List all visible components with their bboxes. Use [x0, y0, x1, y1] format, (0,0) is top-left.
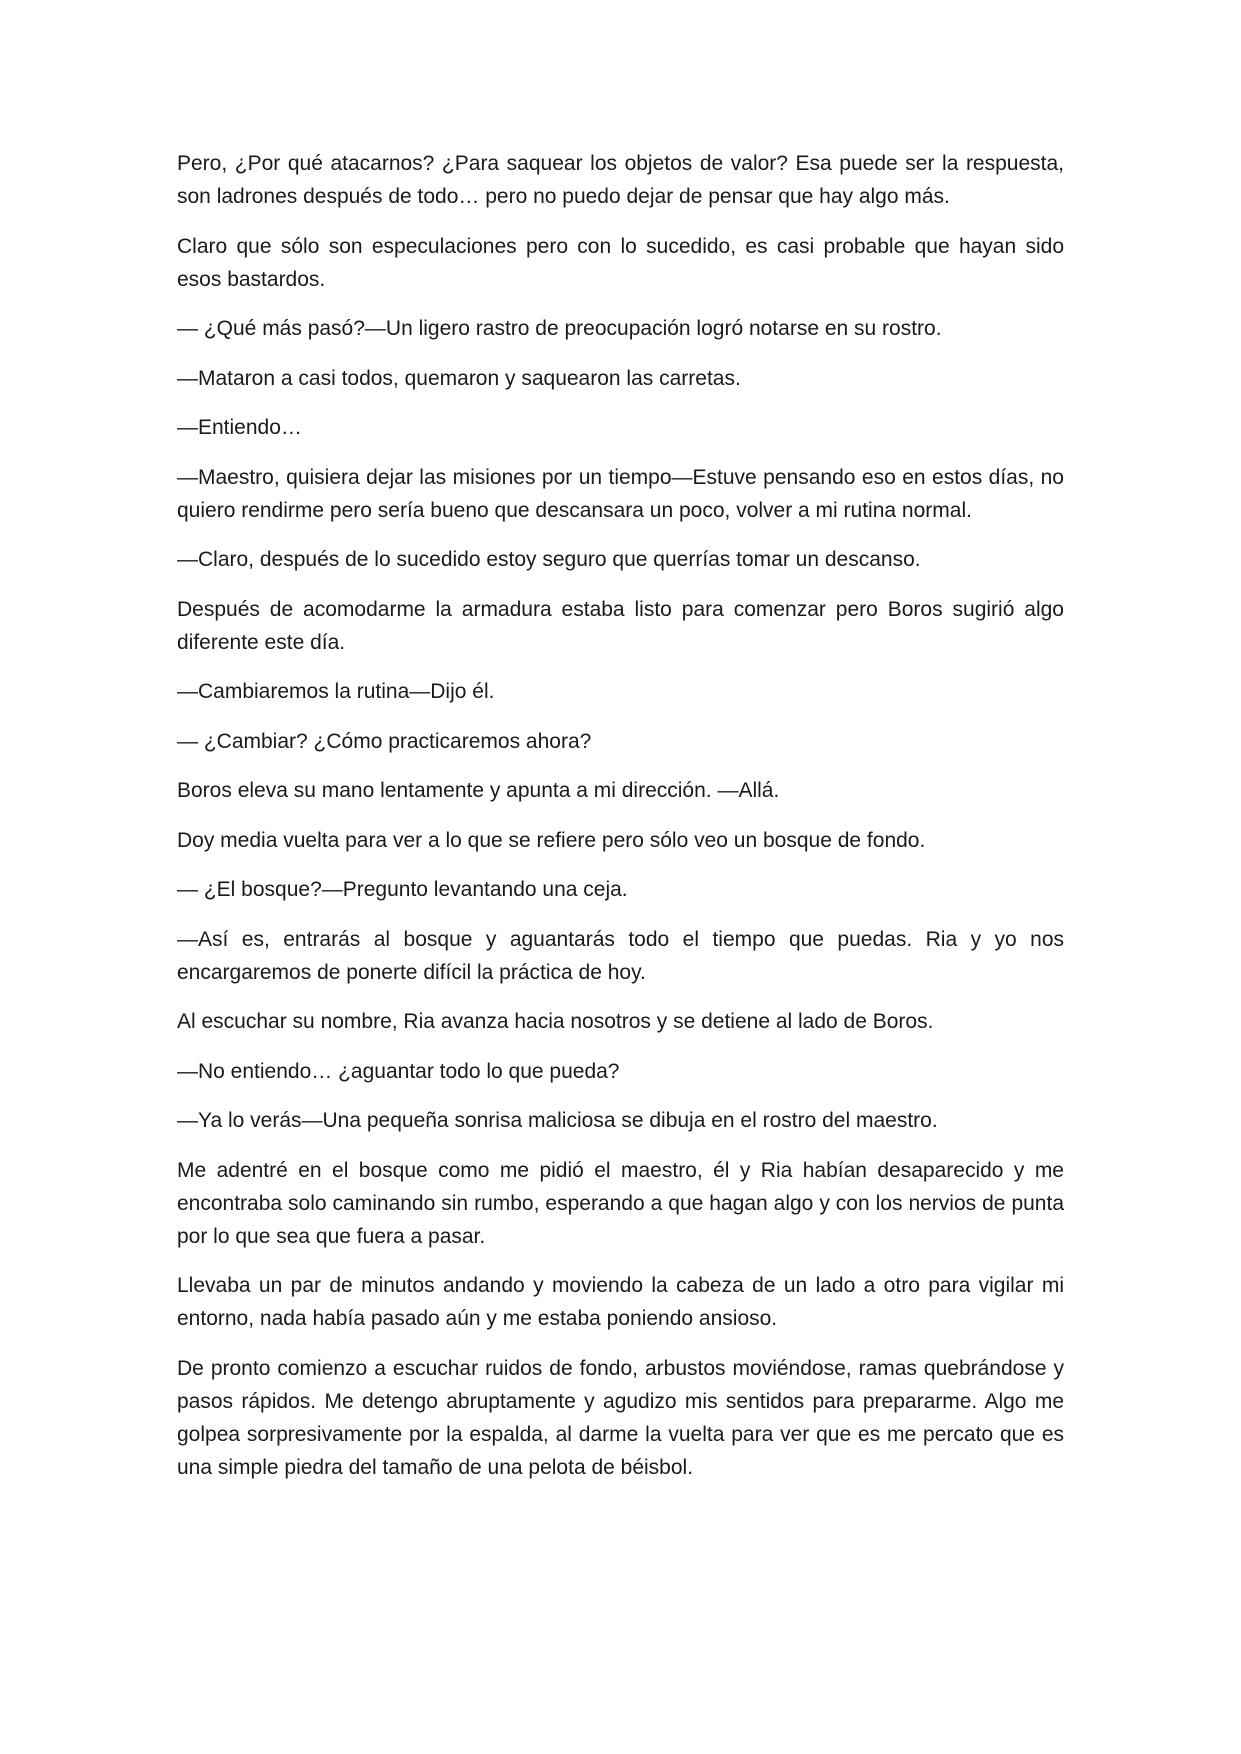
paragraph: —No entiendo… ¿aguantar todo lo que pueda? — [177, 1059, 620, 1083]
paragraph: Me adentré en el bosque como me pidió el maestro, él y Ria habían desaparecido y me encontraba solo caminando sin rumbo, esperando a que hagan algo y con los nervios de punta por lo que sea que fuera a pasar. — [177, 1158, 1064, 1248]
paragraph: — ¿Cambiar? ¿Cómo practicaremos ahora? — [177, 729, 592, 753]
paragraph: Boros eleva su mano lentamente y apunta a mi dirección. —Allá. — [177, 779, 780, 802]
body-text — [177, 147, 1064, 1500]
paragraph: Llevaba un par de minutos andando y moviendo la cabeza de un lado a otro para vigilar mi entorno, nada había pasado aún y me estaba poniendo ansioso. — [177, 1274, 1064, 1330]
paragraph: — ¿El bosque?—Pregunto levantando una ceja. — [177, 878, 628, 901]
paragraph: —Entiendo… — [177, 416, 302, 439]
paragraph: —Mataron a casi todos, quemaron y saquearon las carretas. — [177, 366, 741, 390]
paragraph: —Ya lo verás—Una pequeña sonrisa maliciosa se dibuja en el rostro del maestro. — [177, 1109, 938, 1132]
paragraph: — ¿Qué más pasó?—Un ligero rastro de preocupación logró notarse en su rostro. — [177, 317, 942, 340]
paragraph: Doy media vuelta para ver a lo que se refiere pero sólo veo un bosque de fondo. — [177, 828, 926, 852]
paragraph: —Claro, después de lo sucedido estoy seguro que querrías tomar un descanso. — [177, 548, 921, 571]
paragraph: De pronto comienzo a escuchar ruidos de fondo, arbustos moviéndose, ramas quebrándose y pasos rápidos. Me detengo abruptamente y agudizo mis sentidos para prepararme. Algo me golpea sorpresivamente por la espalda, al darme la vuelta para ver que es me percato que es una simple piedra del tamaño de una pelota de béisbol. — [177, 1356, 1064, 1479]
paragraph: Al escuchar su nombre, Ria avanza hacia nosotros y se detiene al lado de Boros. — [177, 1010, 934, 1033]
paragraph: Después de acomodarme la armadura estaba listo para comenzar pero Boros sugirió algo diferente este día. — [177, 597, 1064, 654]
paragraph: —Maestro, quisiera dejar las misiones por un tiempo—Estuve pensando eso en estos días, no quiero rendirme pero sería bueno que descansara un poco, volver a mi rutina normal. — [177, 465, 1064, 522]
paragraph: Pero, ¿Por qué atacarnos? ¿Para saquear los objetos de valor? Esa puede ser la respuesta, son ladrones después de todo… pero no puedo dejar de pensar que hay algo más. — [177, 152, 1064, 208]
paragraph: —Cambiaremos la rutina—Dijo él. — [177, 680, 495, 703]
paragraph: —Así es, entrarás al bosque y aguantarás todo el tiempo que puedas. Ria y yo nos encargaremos de ponerte difícil la práctica de hoy. — [177, 927, 1064, 984]
paragraph: Claro que sólo son especulaciones pero con lo sucedido, es casi probable que hayan sido esos bastardos. — [177, 234, 1064, 291]
